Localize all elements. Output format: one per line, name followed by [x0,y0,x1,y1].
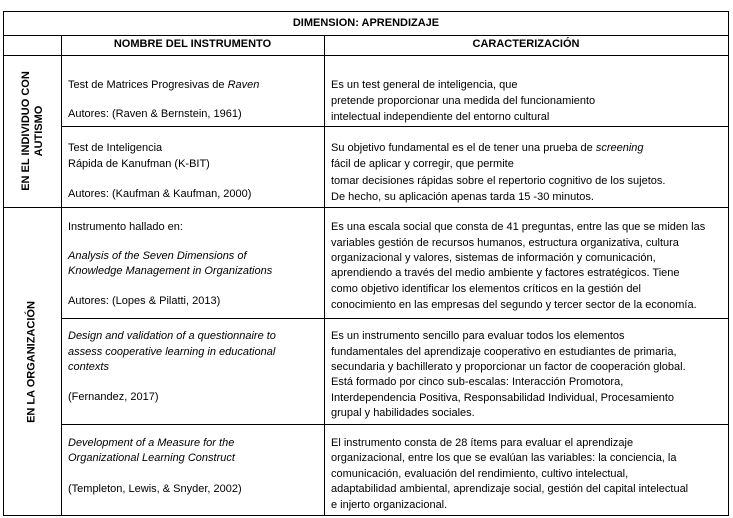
instrument-authors: Autores: (Raven & Bernstein, 1961) [68,108,242,120]
row-divider [61,318,729,319]
characterization-line: Es un instrumento sencillo para evaluar todos los elementos [331,330,625,342]
instrument-name: Analysis of the Seven Dimensions of [68,250,247,262]
characterization-line: adaptabilidad ambiental, aprendizaje social, gestión del capital intelectual [331,483,689,495]
header-instrument: NOMBRE DEL INSTRUMENTO [113,38,272,50]
characterization-line: Es un test general de inteligencia, que [331,79,518,91]
table-border-bottom [3,515,729,516]
characterization-line: Está formado por cinco sub-escalas: Interacción Promotora, [331,376,624,388]
characterization-line: organizacional, entre los que se evalúan las variables: la conciencia, la [331,452,677,464]
characterization-line: fácil de aplicar y corregir, que permite [331,158,514,170]
table-border-left [3,11,4,516]
section-label-organization: EN LA ORGANIZACIÓN [25,301,38,423]
instrument-name: assess cooperative learning in educational [68,346,276,358]
instrument-name: Knowledge Management in Organizations [68,265,273,277]
section-divider [3,207,729,208]
characterization-line: Su objetivo fundamental es el de tener una prueba de screening [331,142,644,154]
characterization-line: como objetivo identificar los elementos críticos en la gestión del [331,283,641,295]
characterization-line: pretende proporcionar una medida del funcionamiento [331,95,596,107]
row-divider [61,126,729,127]
characterization-line: tomar decisiones rápidas sobre el repertorio cognitivo de los sujetos. [331,175,666,187]
instrument-name: Development of a Measure for the [68,437,235,449]
characterization-line: secundaria y bachillerato y proporcionar un factor de cooperación global. [331,361,686,373]
table-border-right [728,11,729,516]
dimension-table [3,11,729,516]
instrument-authors: (Templeton, Lewis, & Snyder, 2002) [68,483,242,495]
characterization-line: variables gestión de recursos humanos, estructura organizativa, cultura [331,237,679,249]
instrument-authors: Autores: (Lopes & Pilatti, 2013) [68,295,221,307]
characterization-line: intelectual independiente del entorno cultural [331,111,550,123]
instrument-authors: (Fernandez, 2017) [68,391,159,403]
column-divider [61,35,62,516]
section-label-individual: EN EL INDIVIDUO CON AUTISMO [20,71,45,191]
table-border-top [3,11,729,12]
characterization-line: fundamentales del aprendizaje cooperativo en estudiantes de primaria, [331,346,677,358]
instrument-name: Test de Inteligencia [68,142,163,154]
characterization-line: e injerto organizacional. [331,499,448,511]
characterization-line: Interdependencia Positiva, Responsabilidad Individual, Procesamiento [331,392,675,404]
column-divider [324,35,325,516]
characterization-line: aprendiendo a través del medio ambiente y factores estratégicos. Tiene [331,267,680,279]
characterization-line: De hecho, su aplicación apenas tarda 15 -30 minutos. [331,191,594,203]
characterization-line: El instrumento consta de 28 ítems para evaluar el aprendizaje [331,437,634,449]
title-divider [3,35,729,36]
row-divider [61,424,729,425]
table-title: DIMENSION: APRENDIZAJE [292,17,440,29]
instrument-authors: Autores: (Kaufman & Kaufman, 2000) [68,188,252,200]
characterization-line: comunicación, evaluación del rendimiento, cultivo intelectual, [331,468,629,480]
instrument-name: contexts [68,361,109,373]
instrument-intro: Instrumento hallado en: [68,221,183,233]
header-divider [3,55,729,56]
characterization-line: organizacional y valores, sistemas de información y comunicación, [331,252,656,264]
instrument-name: Design and validation of a questionnaire to [68,330,276,342]
characterization-line: conocimiento en las empresas del segundo y tercer sector de la economía. [331,299,697,311]
characterization-line: grupal y habilidades sociales. [331,407,475,419]
instrument-name: Organizational Learning Construct [68,452,235,464]
instrument-name: Rápida de Kanufman (K-BIT) [68,158,210,170]
characterization-line: Es una escala social que consta de 41 preguntas, entre las que se miden las [331,221,706,233]
instrument-name: Test de Matrices Progresivas de Raven [68,79,260,91]
header-characterization: CARACTERIZACIÓN [472,38,580,50]
